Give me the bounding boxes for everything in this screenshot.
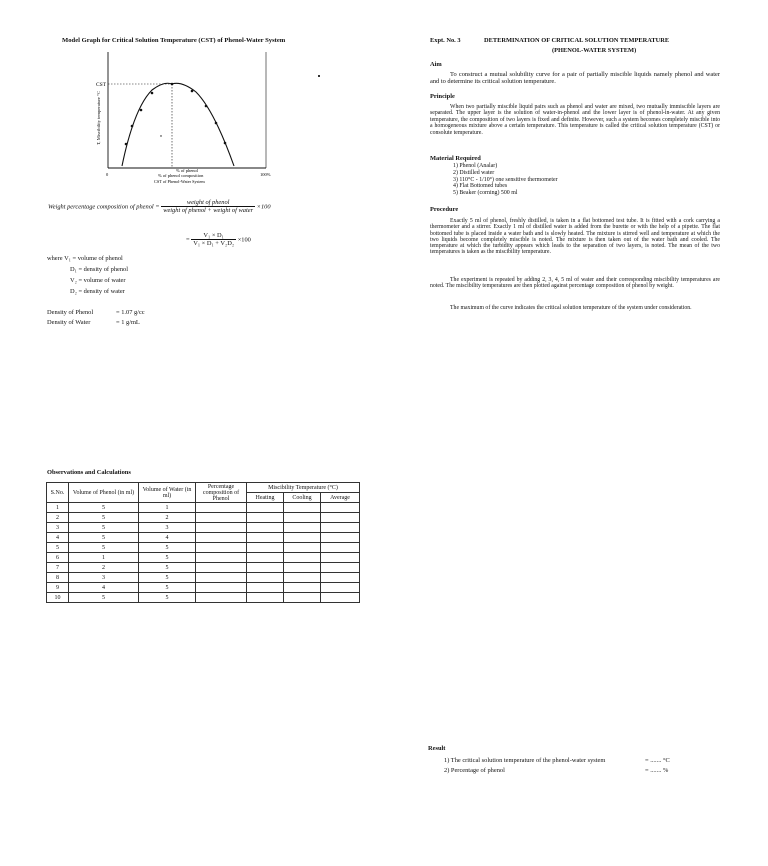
experiment-title: DETERMINATION OF CRITICAL SOLUTION TEMPERATURE [484,37,670,44]
result-heading: Result [428,745,446,752]
graph-caption: CST of Phenol-Water System [154,179,205,184]
curve-point [224,142,227,145]
curve-point [215,122,218,125]
result-1-label: 1) The critical solution temperature of the phenol-water system [444,757,606,764]
observations-title: Observations and Calculations [47,469,131,476]
procedure-heading: Procedure [430,206,459,213]
experiment-subtitle: (PHENOL-WATER SYSTEM) [552,47,637,54]
col-percent: Percentage composition of Phenol [196,483,247,503]
result-2-value: = ....... % [645,767,669,774]
x-axis-label: % of phenol composition [158,173,204,178]
table-row: 3 5 3 [47,523,360,533]
curve-point [171,83,174,86]
formula-tail: ×100 [256,203,271,211]
where-line-1: where V₁ = volume of phenol [47,255,123,262]
formula2-denominator: V₁ × D₁ + V₂D₂ [193,240,235,248]
col-heating: Heating [247,493,284,503]
table-row: 9 4 5 [47,583,360,593]
x-end-label: 100% [260,172,271,177]
graph-title: Model Graph for Critical Solution Temperature (CST) of Phenol-Water System [62,37,286,44]
table-row: 1 5 1 [47,503,360,513]
experiment-number: Expt. No. 3 [430,37,461,44]
density-phenol-value: = 1.07 g/cc [116,309,145,316]
col-miscibility: Miscibility Temperature (°C) [247,483,360,493]
formula2-tail: ×100 [237,236,251,244]
where-line-2: D₁ = density of phenol [70,266,129,273]
material-item: 1) Phenol (Analar) [453,163,498,169]
aim-heading: Aim [430,61,442,68]
material-item: 3) 110°C - 1/10°) one sensitive thermometer [453,176,558,183]
formula-weight-percent [48,199,271,215]
solubility-curve [122,83,234,166]
cst-axis-label: CST [96,82,107,88]
col-cooling: Cooling [284,493,321,503]
curve-point [140,109,143,112]
where-line-4: D₂ = density of water [70,288,125,295]
table-row: 6 1 5 [47,553,360,563]
result-1-value: = ....... °C [645,757,670,764]
result-2-label: 2) Percentage of phenol [444,767,505,774]
aim-text: To construct a mutual solubility curve for a pair of partially miscible liquids namely phenol and water and to determine its critical solution temperature. [430,71,720,86]
materials-list [453,163,558,197]
col-phenol: Volume of Phenol (in ml) [69,483,139,503]
formula-fraction [161,199,255,215]
cst-model-graph [86,48,316,188]
density-water-value: = 1 g/mL [116,319,140,326]
procedure-paragraph-1: Exactly 5 ml of phenol, freshly distilled, is taken in a flat bottomed test tube. It is fitted with a cork carrying a thermometer and a stirrer. Exactly 1 ml of distilled water is added from the burette or with the help of a pipette. The flat bottomed tube is placed inside a water bath and is slowly heated. The mixture is stirred well and temperature at which the two liquids become completely miscible is noted. The mixture is then taken out of the water bath and cooled. The temperature at which the turbidity appears which leads to the separation of two layers, is noted. The mean of the two temperatures is taken as the miscibility temperature. [430,218,720,256]
material-item: 2) Distilled water [453,169,495,176]
curve-point [151,92,154,95]
x-mark-label: % of phenol [176,168,198,173]
principle-text: When two partially miscible liquid pairs such as phenol and water are mixed, two mutually immiscible layers are separated. The upper layer is the solution of water-in-phenol and the lower layer is of phenol-in-water. At any given temperature, the composition of two layers is fixed and definite. However, such a system becomes completely miscible into a homogeneous mixture above a certain temperature. This temperature is called the critical solution temperature (CST) or consolute temperature. [430,104,720,136]
formula2-eq: = [186,236,190,244]
material-item: 4) Flat Bottomed tubes [453,183,508,190]
formula2-numerator: V₁ × D₁ [191,232,236,240]
where-line-3: V₂ = volume of water [70,277,126,284]
x-origin-label: 0 [106,172,109,177]
curve-point [191,90,194,93]
table-row: 10 5 5 [47,593,360,603]
table-row: 7 2 5 [47,563,360,573]
formula-numerator: weight of phenol [161,199,255,207]
material-item: 5) Beaker (corning) 500 ml [453,190,518,197]
table-row: 8 3 5 [47,573,360,583]
materials-heading: Material Required [430,155,481,162]
table-row: 2 5 2 [47,513,360,523]
table-row: 5 5 5 [47,543,360,553]
curve-point [205,105,208,108]
formula-denominator: weight of phenol + weight of water [163,207,254,215]
curve-point [125,143,128,146]
col-water: Volume of Water (in ml) [139,483,196,503]
procedure-paragraph-3: The maximum of the curve indicates the critical solution temperature of the system under consideration. [450,305,692,311]
stray-mark [160,135,161,136]
col-average: Average [321,493,360,503]
stray-dot [318,75,320,77]
formula-lhs: Weight percentage composition of phenol = [48,203,160,211]
formula-volume-density [186,232,251,248]
table-row: 4 5 4 [47,533,360,543]
observations-table [46,482,360,603]
density-phenol-label: Density of Phenol [47,309,94,316]
density-water-label: Density of Water [47,319,91,326]
curve-point [131,125,134,128]
col-sno: S.No. [47,483,69,503]
y-axis-label: T, Miscibility temperature °C [96,90,101,146]
principle-heading: Principle [430,93,455,100]
procedure-paragraph-2: The experiment is repeated by adding 2, 3, 4, 5 ml of water and their corresponding miscibility temperatures are noted. The miscibility temperatures are then plotted against percentage composition of phenol by weight. [430,277,720,290]
formula2-fraction [191,232,236,248]
